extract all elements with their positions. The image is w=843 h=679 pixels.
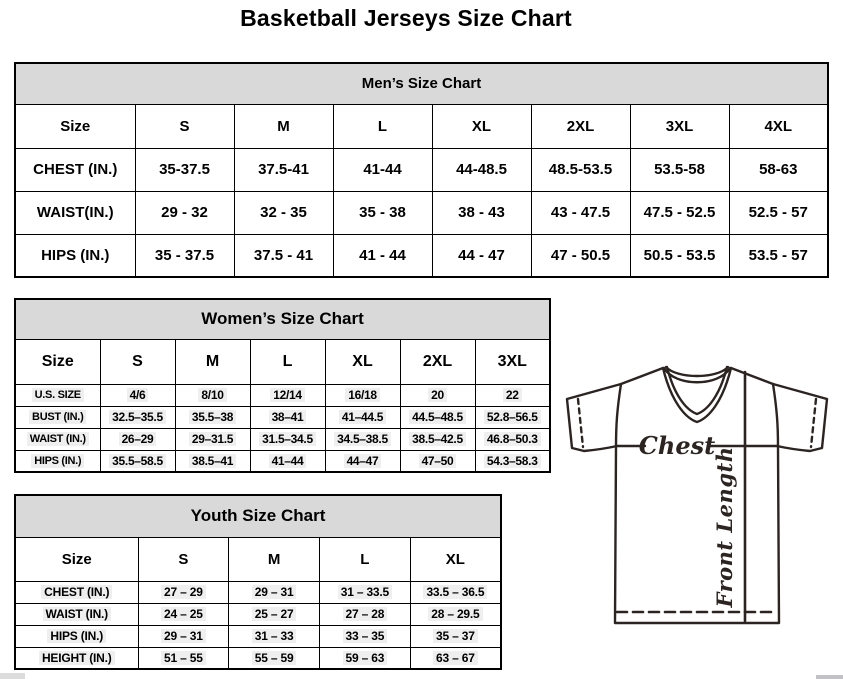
chest-label: Chest — [638, 431, 716, 460]
cell-value: 38–41 — [269, 410, 307, 424]
cell-value: 59 – 63 — [343, 651, 388, 665]
table-cell — [325, 428, 400, 450]
table-cell: 41 - 44 — [333, 234, 432, 277]
table-row — [15, 63, 828, 104]
column-header: L — [250, 339, 325, 384]
jersey-collar — [666, 367, 728, 376]
table-cell: 47.5 - 52.5 — [630, 191, 729, 234]
table-cell — [410, 603, 501, 625]
cell-value: 31 – 33 — [252, 629, 297, 643]
cell-value: 38.5–42.5 — [409, 432, 466, 446]
cell-value: 8/10 — [198, 388, 226, 402]
table-row — [15, 148, 828, 191]
table-cell — [320, 603, 411, 625]
table-cell: 32 - 35 — [234, 191, 333, 234]
table-cell: 44 - 47 — [432, 234, 531, 277]
table-cell — [250, 384, 325, 406]
cell-value: 54.3–58.3 — [484, 454, 541, 468]
table-cell — [175, 406, 250, 428]
cell-value: BUST (IN.) — [29, 410, 86, 424]
table-cell — [138, 581, 229, 603]
cell-value: 12/14 — [270, 388, 305, 402]
table-row — [15, 647, 501, 669]
table-cell — [410, 581, 501, 603]
table-cell — [325, 384, 400, 406]
column-header: 2XL — [531, 104, 630, 148]
table-cell — [475, 384, 550, 406]
table-cell — [229, 647, 320, 669]
cell-value: HIPS (IN.) — [31, 454, 84, 468]
cell-value: U.S. SIZE — [32, 388, 84, 402]
table-row — [15, 450, 550, 472]
table-row — [15, 537, 501, 581]
table-cell — [320, 647, 411, 669]
cell-value: 27 – 28 — [343, 607, 388, 621]
cell-value: HIPS (IN.) — [47, 629, 106, 643]
cell-value: 55 – 59 — [252, 651, 297, 665]
cell-value: 51 – 55 — [161, 651, 206, 665]
cell-value: 31 – 33.5 — [338, 585, 392, 599]
cell-value: 34.5–38.5 — [334, 432, 391, 446]
table-cell — [475, 450, 550, 472]
column-header: M — [229, 537, 320, 581]
row-label — [15, 625, 138, 647]
table-cell: 48.5-53.5 — [531, 148, 630, 191]
table-row — [15, 603, 501, 625]
jersey-cuff-dash — [811, 399, 816, 447]
column-header: 3XL — [475, 339, 550, 384]
cell-value: 20 — [428, 388, 447, 402]
table-row — [15, 191, 828, 234]
cell-value: 31.5–34.5 — [259, 432, 316, 446]
table-cell — [100, 406, 175, 428]
column-header: S — [100, 339, 175, 384]
womens-table-title: Women’s Size Chart — [15, 299, 550, 339]
column-header: XL — [410, 537, 501, 581]
table-cell — [410, 647, 501, 669]
row-label — [15, 450, 100, 472]
table-cell — [175, 450, 250, 472]
table-cell — [325, 406, 400, 428]
table-cell: 37.5-41 — [234, 148, 333, 191]
table-cell — [325, 450, 400, 472]
cell-value: 35 – 37 — [433, 629, 478, 643]
column-header: Size — [15, 339, 100, 384]
table-cell: 38 - 43 — [432, 191, 531, 234]
jersey-cuff-dash — [578, 399, 583, 447]
table-cell: 58-63 — [729, 148, 828, 191]
table-cell: 29 - 32 — [135, 191, 234, 234]
table-cell: 50.5 - 53.5 — [630, 234, 729, 277]
table-cell — [400, 406, 475, 428]
table-cell — [400, 428, 475, 450]
table-cell: 44-48.5 — [432, 148, 531, 191]
table-cell — [175, 428, 250, 450]
table-row — [15, 299, 550, 339]
column-header: 2XL — [400, 339, 475, 384]
page-title: Basketball Jerseys Size Chart — [240, 5, 572, 31]
column-header: 4XL — [729, 104, 828, 148]
row-label — [15, 384, 100, 406]
scrollbar-fragment-left — [0, 673, 25, 679]
table-cell: 41-44 — [333, 148, 432, 191]
cell-value: 41–44.5 — [339, 410, 386, 424]
cell-value: 24 – 25 — [161, 607, 206, 621]
youth-table-title: Youth Size Chart — [15, 495, 501, 537]
column-header: S — [135, 104, 234, 148]
column-header: M — [175, 339, 250, 384]
cell-value: 29–31.5 — [189, 432, 236, 446]
table-cell — [320, 581, 411, 603]
scrollbar-fragment-right — [816, 675, 843, 679]
table-cell — [400, 384, 475, 406]
column-header: XL — [432, 104, 531, 148]
cell-value: 29 – 31 — [252, 585, 297, 599]
row-label: CHEST (IN.) — [15, 148, 135, 191]
table-cell — [475, 406, 550, 428]
cell-value: 28 – 29.5 — [428, 607, 482, 621]
table-cell — [400, 450, 475, 472]
cell-value: 52.8–56.5 — [484, 410, 541, 424]
cell-value: CHEST (IN.) — [41, 585, 112, 599]
cell-value: 35.5–38 — [189, 410, 236, 424]
table-cell — [138, 625, 229, 647]
jersey-measurement-diagram — [555, 355, 843, 679]
table-cell: 37.5 - 41 — [234, 234, 333, 277]
cell-value: 41–44 — [269, 454, 307, 468]
cell-value: 46.8–50.3 — [484, 432, 541, 446]
table-row — [15, 384, 550, 406]
womens-size-table — [14, 298, 551, 473]
table-row — [15, 234, 828, 277]
table-row — [15, 625, 501, 647]
cell-value: 35.5–58.5 — [109, 454, 166, 468]
table-cell — [250, 406, 325, 428]
table-cell — [229, 603, 320, 625]
row-label — [15, 603, 138, 625]
column-header: 3XL — [630, 104, 729, 148]
cell-value: 38.5–41 — [189, 454, 236, 468]
table-cell — [410, 625, 501, 647]
cell-value: 29 – 31 — [161, 629, 206, 643]
mens-table-title: Men’s Size Chart — [15, 63, 828, 104]
table-row — [15, 495, 501, 537]
table-cell: 47 - 50.5 — [531, 234, 630, 277]
cell-value: 47–50 — [419, 454, 457, 468]
column-header: L — [320, 537, 411, 581]
row-label — [15, 647, 138, 669]
table-cell — [138, 603, 229, 625]
cell-value: 63 – 67 — [433, 651, 478, 665]
column-header: Size — [15, 537, 138, 581]
table-cell — [138, 647, 229, 669]
column-header: M — [234, 104, 333, 148]
cell-value: 16/18 — [345, 388, 380, 402]
table-cell — [250, 428, 325, 450]
row-label — [15, 428, 100, 450]
table-cell — [229, 581, 320, 603]
table-cell — [175, 384, 250, 406]
table-cell — [475, 428, 550, 450]
table-row — [15, 104, 828, 148]
cell-value: 33 – 35 — [343, 629, 388, 643]
table-row — [15, 406, 550, 428]
table-row — [15, 428, 550, 450]
column-header: L — [333, 104, 432, 148]
table-cell: 53.5-58 — [630, 148, 729, 191]
jersey-body — [615, 384, 779, 623]
cell-value: 44–47 — [344, 454, 382, 468]
column-header: XL — [325, 339, 400, 384]
cell-value: WAIST (IN.) — [43, 607, 111, 621]
table-cell — [320, 625, 411, 647]
cell-value: WAIST (IN.) — [27, 432, 89, 446]
row-label — [15, 581, 138, 603]
table-cell — [229, 625, 320, 647]
column-header: Size — [15, 104, 135, 148]
cell-value: 33.5 – 36.5 — [423, 585, 487, 599]
cell-value: 26–29 — [119, 432, 157, 446]
cell-value: 44.5–48.5 — [409, 410, 466, 424]
cell-value: 4/6 — [127, 388, 149, 402]
table-cell: 53.5 - 57 — [729, 234, 828, 277]
table-row — [15, 581, 501, 603]
youth-size-table — [14, 494, 502, 670]
cell-value: 22 — [503, 388, 522, 402]
row-label — [15, 406, 100, 428]
table-cell — [100, 384, 175, 406]
cell-value: HEIGHT (IN.) — [39, 651, 115, 665]
column-header: S — [138, 537, 229, 581]
table-cell: 52.5 - 57 — [729, 191, 828, 234]
table-cell — [250, 450, 325, 472]
table-row — [15, 339, 550, 384]
cell-value: 25 – 27 — [252, 607, 297, 621]
table-cell: 35 - 37.5 — [135, 234, 234, 277]
table-cell — [100, 450, 175, 472]
table-cell — [100, 428, 175, 450]
table-cell: 43 - 47.5 — [531, 191, 630, 234]
cell-value: 27 – 29 — [161, 585, 206, 599]
row-label: WAIST(IN.) — [15, 191, 135, 234]
cell-value: 32.5–35.5 — [109, 410, 166, 424]
front-length-label: Front Length — [712, 446, 737, 608]
table-cell: 35 - 38 — [333, 191, 432, 234]
mens-size-table — [14, 62, 829, 278]
row-label: HIPS (IN.) — [15, 234, 135, 277]
table-cell: 35-37.5 — [135, 148, 234, 191]
